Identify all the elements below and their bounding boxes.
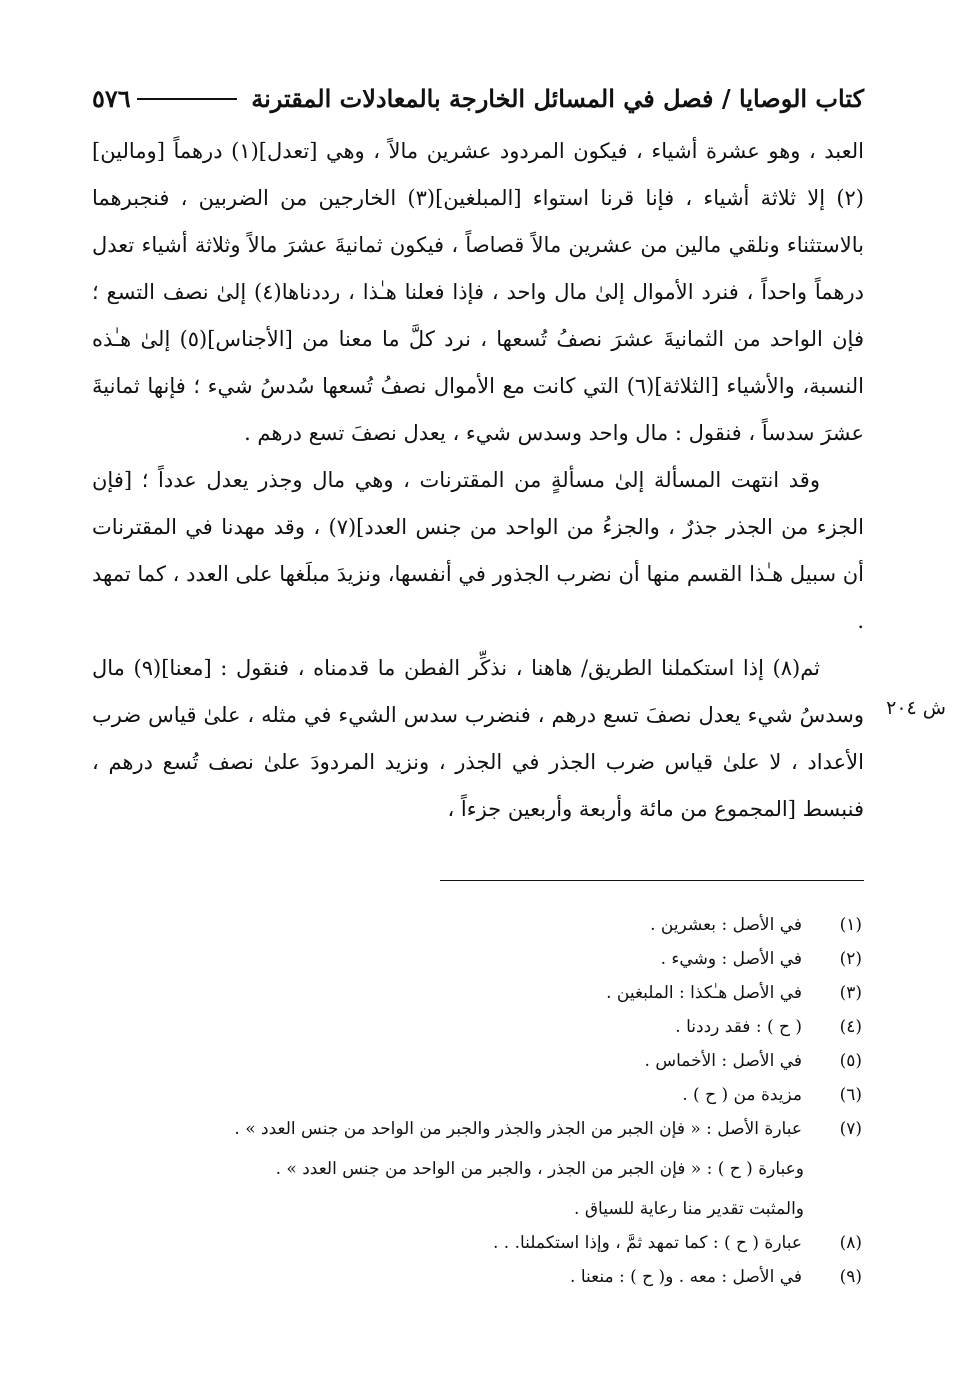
page-number: ٥٧٦: [92, 84, 131, 113]
footnote-text: عبارة الأصل : « فإن الجبر من الجذر والجذر والجبر من الواحد من جنس العدد » .: [234, 1119, 802, 1139]
footnote-6: [92, 1078, 864, 1112]
footnote-text: في الأصل : وشيء .: [660, 949, 802, 969]
footnote-text: في الأصل : الأخماس .: [644, 1051, 802, 1071]
footnote-text: في الأصل : معه . و( ح ) : منعنا .: [570, 1267, 802, 1287]
paragraph-2: وقد انتهت المسألة إلىٰ مسألةٍ من المقترنات ، وهي مال وجذر يعدل عدداً ؛ [فإن الجزء من الجذر جذرٌ ، والجزءُ من الواحد من جنس العدد](٧) ، وقد مهدنا في المقترنات أن سبيل هـٰذا القسم منها أن نضرب الجذور في أنفسها، ونزيدَ مبلَغها على العدد ، كما تمهد .: [92, 468, 864, 633]
manuscript-folio-note: ش ٢٠٤: [886, 697, 946, 719]
footnote-number: (٧): [839, 1119, 862, 1139]
footnote-separator: [440, 880, 864, 881]
footnote-5: [92, 1044, 864, 1078]
footnote-number: (٢): [839, 949, 862, 969]
running-header: [92, 76, 864, 122]
footnote-7-continuation-2: والمثبت تقدير منا رعاية للسياق .: [574, 1199, 804, 1219]
footnote-number: (٨): [839, 1233, 862, 1253]
paragraph-3: ثم(٨) إذا استكملنا الطريق/ هاهنا ، نذكِّر الفطن ما قدمناه ، فنقول : [معنا](٩) مال وسدسُ شيء يعدل نصفَ تسع درهم ، فنضرب سدس الشيء في مثله ، علىٰ قياس ضرب الأعداد ، لا علىٰ قياس ضرب الجذر في الجذر ، ونزيد المردودَ علىٰ نصف تُسع درهم ، فنبسط [المجموع من مائة وأربعة وأربعين جزءاً ،: [92, 656, 864, 821]
footnote-text: ( ح ) : فقد رددنا .: [675, 1017, 802, 1037]
header-page-number-group: [92, 76, 237, 122]
footnote-number: (٩): [839, 1267, 862, 1287]
footnote-3: [92, 976, 864, 1010]
footnote-number: (٥): [839, 1051, 862, 1071]
header-rule: [137, 98, 237, 100]
paragraph-1: العبد ، وهو عشرة أشياء ، فيكون المردود عشرين مالاً ، وهي [تعدل](١) درهماً [ومالين](٢) إلا ثلاثة أشياء ، فإنا قرنا استواء [المبلغين](٣) الخارجين من الضربين ، فنجبرهما بالاستثناء ونلقي مالين من عشرين مالاً قصاصاً ، فيكون ثمانيةَ عشرَ مالاً وثلاثة أشياء تعدل درهماً واحداً ، فنرد الأموال إلىٰ مال واحد ، فإذا فعلنا هـٰذا ، رددناها(٤) إلىٰ نصف التسع ؛ فإن الواحد من الثمانيةَ عشرَ نصفُ تُسعها ، نرد كلَّ ما معنا من [الأجناس](٥) إلىٰ هـٰذه النسبة، والأشياء [الثلاثة](٦) التي كانت مع الأموال نصفُ تُسعها سُدسُ شيء ؛ فإنها ثمانيةَ عشرَ سدساً ، فنقول : مال واحد وسدس شيء ، يعدل نصفَ تسع درهم .: [92, 139, 865, 445]
footnote-text: مزيدة من ( ح ) .: [682, 1085, 802, 1105]
footnote-7-continuation-1: وعبارة ( ح ) : « فإن الجبر من الجذر ، والجبر من الواحد من جنس العدد » .: [275, 1159, 804, 1179]
footnote-9: [92, 1260, 864, 1294]
footnotes: [92, 908, 864, 1294]
footnote-8: [92, 1226, 864, 1260]
footnote-text: في الأصل هـٰكذا : الملبغين .: [606, 983, 802, 1003]
footnote-1: [92, 908, 864, 942]
footnote-text: في الأصل : بعشرين .: [650, 915, 802, 935]
footnote-number: (٦): [839, 1085, 862, 1105]
footnote-2: [92, 942, 864, 976]
footnote-number: (٤): [839, 1017, 862, 1037]
footnote-number: (١): [839, 915, 862, 935]
footnote-text: عبارة ( ح ) : كما تمهد ثمَّ ، وإذا استكملنا. . .: [492, 1233, 802, 1253]
main-text: [92, 128, 864, 833]
footnote-number: (٣): [839, 983, 862, 1003]
footnote-4: [92, 1010, 864, 1044]
footnote-7: [92, 1112, 864, 1146]
header-title: كتاب الوصايا / فصل في المسائل الخارجة بالمعادلات المقترنة: [251, 84, 864, 113]
